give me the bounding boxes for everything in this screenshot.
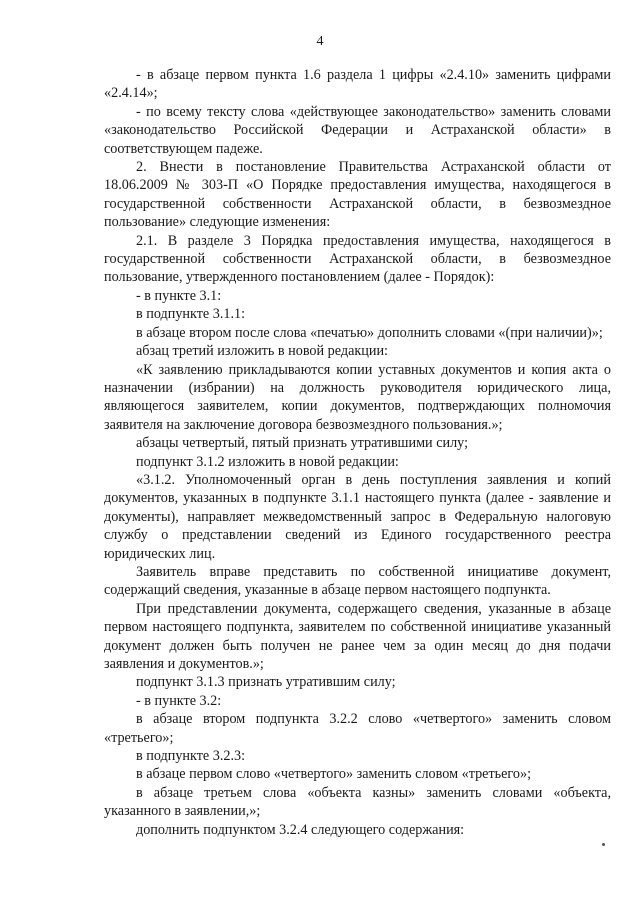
paragraph: «3.1.2. Уполномоченный орган в день поступления заявления и копий документов, указанных в подпункте 3.1.1 настоящего пункта (далее - заявление и документы), направляет межведомственный запрос в Федеральную налоговую службу о представлении сведений из Единого государственного реестра юридических лиц. [104, 471, 611, 562]
paragraph: в подпункте 3.1.1: [136, 306, 246, 323]
paragraph: абзац третий изложить в новой редакции: [136, 343, 388, 360]
paragraph: подпункт 3.1.2 изложить в новой редакции: [136, 453, 399, 470]
paragraph: в абзаце третьем слова «объекта казны» заменить словами «объекта, указанного в заявлении,»; [104, 784, 611, 820]
paragraph: в абзаце первом слово «четвертого» заменить словом «третьего»; [136, 766, 532, 783]
paragraph: «К заявлению прикладываются копии уставных документов и копия акта о назначении (избрании) на должность руководителя юридического лица, являющегося заявителем, копии документов, подтверждающих полномочия заявителя на заключение договора безвозмездного пользования.»; [104, 361, 611, 433]
document-body [104, 66, 611, 839]
paragraph: 2.1. В разделе 3 Порядка предоставления имущества, находящегося в государственной собственности Астраханской области, в безвозмездное пользование, утвержденного постановлением (далее - Порядок): [104, 232, 611, 286]
paragraph: в абзаце втором после слова «печатью» дополнить словами «(при наличии)»; [136, 324, 603, 341]
paragraph: 2. Внести в постановление Правительства Астраханской области от 18.06.2009 № 303-П «О Порядке предоставления имущества, находящегося в государственной собственности Астраханской области, в безвозмездное пользование» следующие изменения: [104, 159, 611, 231]
paragraph: Заявитель вправе представить по собственной инициативе документ, содержащий сведения, указанные в абзаце первом настоящего подпункта. [104, 563, 611, 599]
paragraph: - в абзаце первом пункта 1.6 раздела 1 цифры «2.4.10» заменить цифрами «2.4.14»; [104, 67, 611, 102]
scan-speck [602, 843, 605, 846]
paragraph: подпункт 3.1.3 признать утратившим силу; [136, 674, 396, 691]
paragraph: - в пункте 3.2: [136, 692, 222, 709]
paragraph: - в пункте 3.1: [136, 287, 222, 304]
paragraph: При представлении документа, содержащего сведения, указанные в абзаце первом настоящего подпункта, заявителем по собственной инициативе указанный документ должен быть получен не ранее чем за один месяц до дня подачи заявления и документов.»; [104, 600, 611, 672]
paragraph: абзацы четвертый, пятый признать утратившими силу; [136, 435, 469, 452]
paragraph: дополнить подпунктом 3.2.4 следующего содержания: [136, 821, 465, 838]
paragraph: - по всему тексту слова «действующее законодательство» заменить словами «законодательство Российской Федерации и Астраханской области» в соответствующем падеже. [104, 103, 611, 157]
paragraph: в подпункте 3.2.3: [136, 748, 246, 765]
paragraph: в абзаце втором подпункта 3.2.2 слово «четвертого» заменить словом «третьего»; [104, 711, 611, 746]
page-number: 4 [316, 34, 324, 49]
